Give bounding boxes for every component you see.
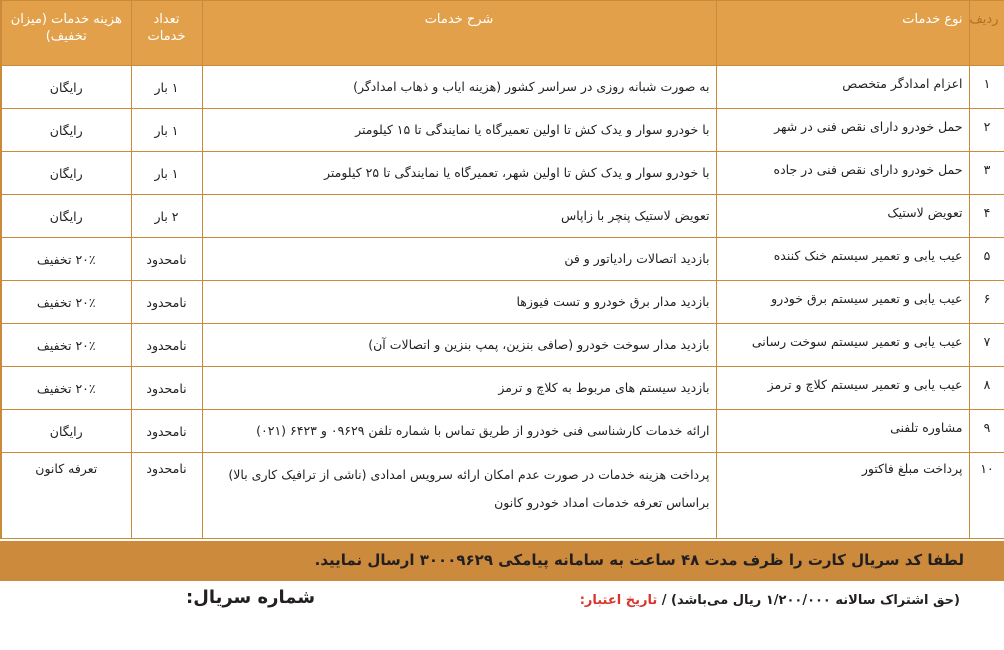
table-row [1, 195, 1004, 238]
row-type: عیب یابی و تعمیر سیستم برق خودرو [716, 281, 969, 324]
row-cost: رایگان [1, 152, 131, 195]
footer [0, 581, 1004, 650]
row-type: اعزام امدادگر متخصص [716, 66, 969, 109]
row-desc: بازدید سیستم های مربوط به کلاچ و ترمز [202, 367, 716, 410]
serial-number-label: شماره سریال: [186, 587, 316, 608]
row-count: ۱ بار [131, 66, 202, 109]
table-row [1, 238, 1004, 281]
row-num: ۱ [969, 66, 1004, 109]
notice-text: لطفا کد سریال کارت را ظرف مدت ۴۸ ساعت به سامانه پیامکی ۳۰۰۰۹۶۲۹ ارسال نمایید. [314, 551, 964, 569]
row-type: عیب یابی و تعمیر سیستم سوخت رسانی [716, 324, 969, 367]
row-type: حمل خودرو دارای نقص فنی در جاده [716, 152, 969, 195]
row-num: ۱۰ [969, 453, 1004, 539]
row-desc: بازدید مدار سوخت خودرو (صافی بنزین، پمپ بنزین و اتصالات آن) [202, 324, 716, 367]
row-num: ۸ [969, 367, 1004, 410]
row-type: پرداخت مبلغ فاکتور [716, 453, 969, 539]
row-count: نامحدود [131, 410, 202, 453]
row-cost: رایگان [1, 410, 131, 453]
row-num: ۹ [969, 410, 1004, 453]
row-cost: رایگان [1, 109, 131, 152]
header-desc: شرح خدمات [202, 1, 716, 66]
table-row [1, 410, 1004, 453]
row-desc: پرداخت هزینه خدمات در صورت عدم امکان ارائه سرویس امدادی (ناشی از ترافیک کاری بالا) براساس تعرفه خدمات امداد خودرو کانون [202, 453, 716, 539]
row-desc: با خودرو سوار و یدک کش تا اولین تعمیرگاه یا نمایندگی تا ۱۵ کیلومتر [202, 109, 716, 152]
row-cost: ۲۰٪ تخفیف [1, 238, 131, 281]
row-desc: به صورت شبانه روزی در سراسر کشور (هزینه ایاب و ذهاب امدادگر) [202, 66, 716, 109]
row-num: ۳ [969, 152, 1004, 195]
header-row [1, 1, 1004, 66]
table-row [1, 66, 1004, 109]
row-cost: رایگان [1, 66, 131, 109]
row-num: ۴ [969, 195, 1004, 238]
header-num: ردیف [969, 1, 1004, 66]
row-type: عیب یابی و تعمیر سیستم کلاچ و ترمز [716, 367, 969, 410]
row-cost: تعرفه کانون [1, 453, 131, 539]
table-row [1, 367, 1004, 410]
row-count: ۱ بار [131, 109, 202, 152]
row-cost: ۲۰٪ تخفیف [1, 324, 131, 367]
row-type: تعویض لاستیک [716, 195, 969, 238]
row-num: ۶ [969, 281, 1004, 324]
row-desc: بازدید اتصالات رادیاتور و فن [202, 238, 716, 281]
row-count: نامحدود [131, 324, 202, 367]
row-count: نامحدود [131, 453, 202, 539]
row-count: نامحدود [131, 281, 202, 324]
row-desc: با خودرو سوار و یدک کش تا اولین شهر، تعمیرگاه یا نمایندگی تا ۲۵ کیلومتر [202, 152, 716, 195]
row-cost: ۲۰٪ تخفیف [1, 367, 131, 410]
row-num: ۵ [969, 238, 1004, 281]
row-cost: ۲۰٪ تخفیف [1, 281, 131, 324]
subscription-note [580, 593, 960, 608]
row-type: عیب یابی و تعمیر سیستم خنک کننده [716, 238, 969, 281]
subscription-text: (حق اشتراک سالانه ۱/۲۰۰/۰۰۰ ریال می‌باشد) / [661, 593, 960, 608]
validity-label: تاریخ اعتبار: [579, 593, 658, 608]
row-desc: تعویض لاستیک پنچر با زاپاس [202, 195, 716, 238]
row-num: ۷ [969, 324, 1004, 367]
table-row [1, 281, 1004, 324]
row-count: نامحدود [131, 238, 202, 281]
row-desc: ارائه خدمات کارشناسی فنی خودرو از طریق تماس با شماره تلفن ۰۹۶۲۹ و ۶۴۲۳ (۰۲۱) [202, 410, 716, 453]
header-count: تعداد خدمات [131, 1, 202, 66]
row-count: نامحدود [131, 367, 202, 410]
header-type: نوع خدمات [716, 1, 969, 66]
table-row [1, 324, 1004, 367]
row-cost: رایگان [1, 195, 131, 238]
row-type: مشاوره تلفنی [716, 410, 969, 453]
row-type: حمل خودرو دارای نقص فنی در شهر [716, 109, 969, 152]
notice-bar [0, 541, 1004, 581]
table-row [1, 109, 1004, 152]
table-row [1, 453, 1004, 539]
row-num: ۲ [969, 109, 1004, 152]
row-count: ۱ بار [131, 152, 202, 195]
row-count: ۲ بار [131, 195, 202, 238]
row-desc: بازدید مدار برق خودرو و تست فیوزها [202, 281, 716, 324]
header-cost: هزینه خدمات (میزان تخفیف) [1, 1, 131, 66]
table-row [1, 152, 1004, 195]
